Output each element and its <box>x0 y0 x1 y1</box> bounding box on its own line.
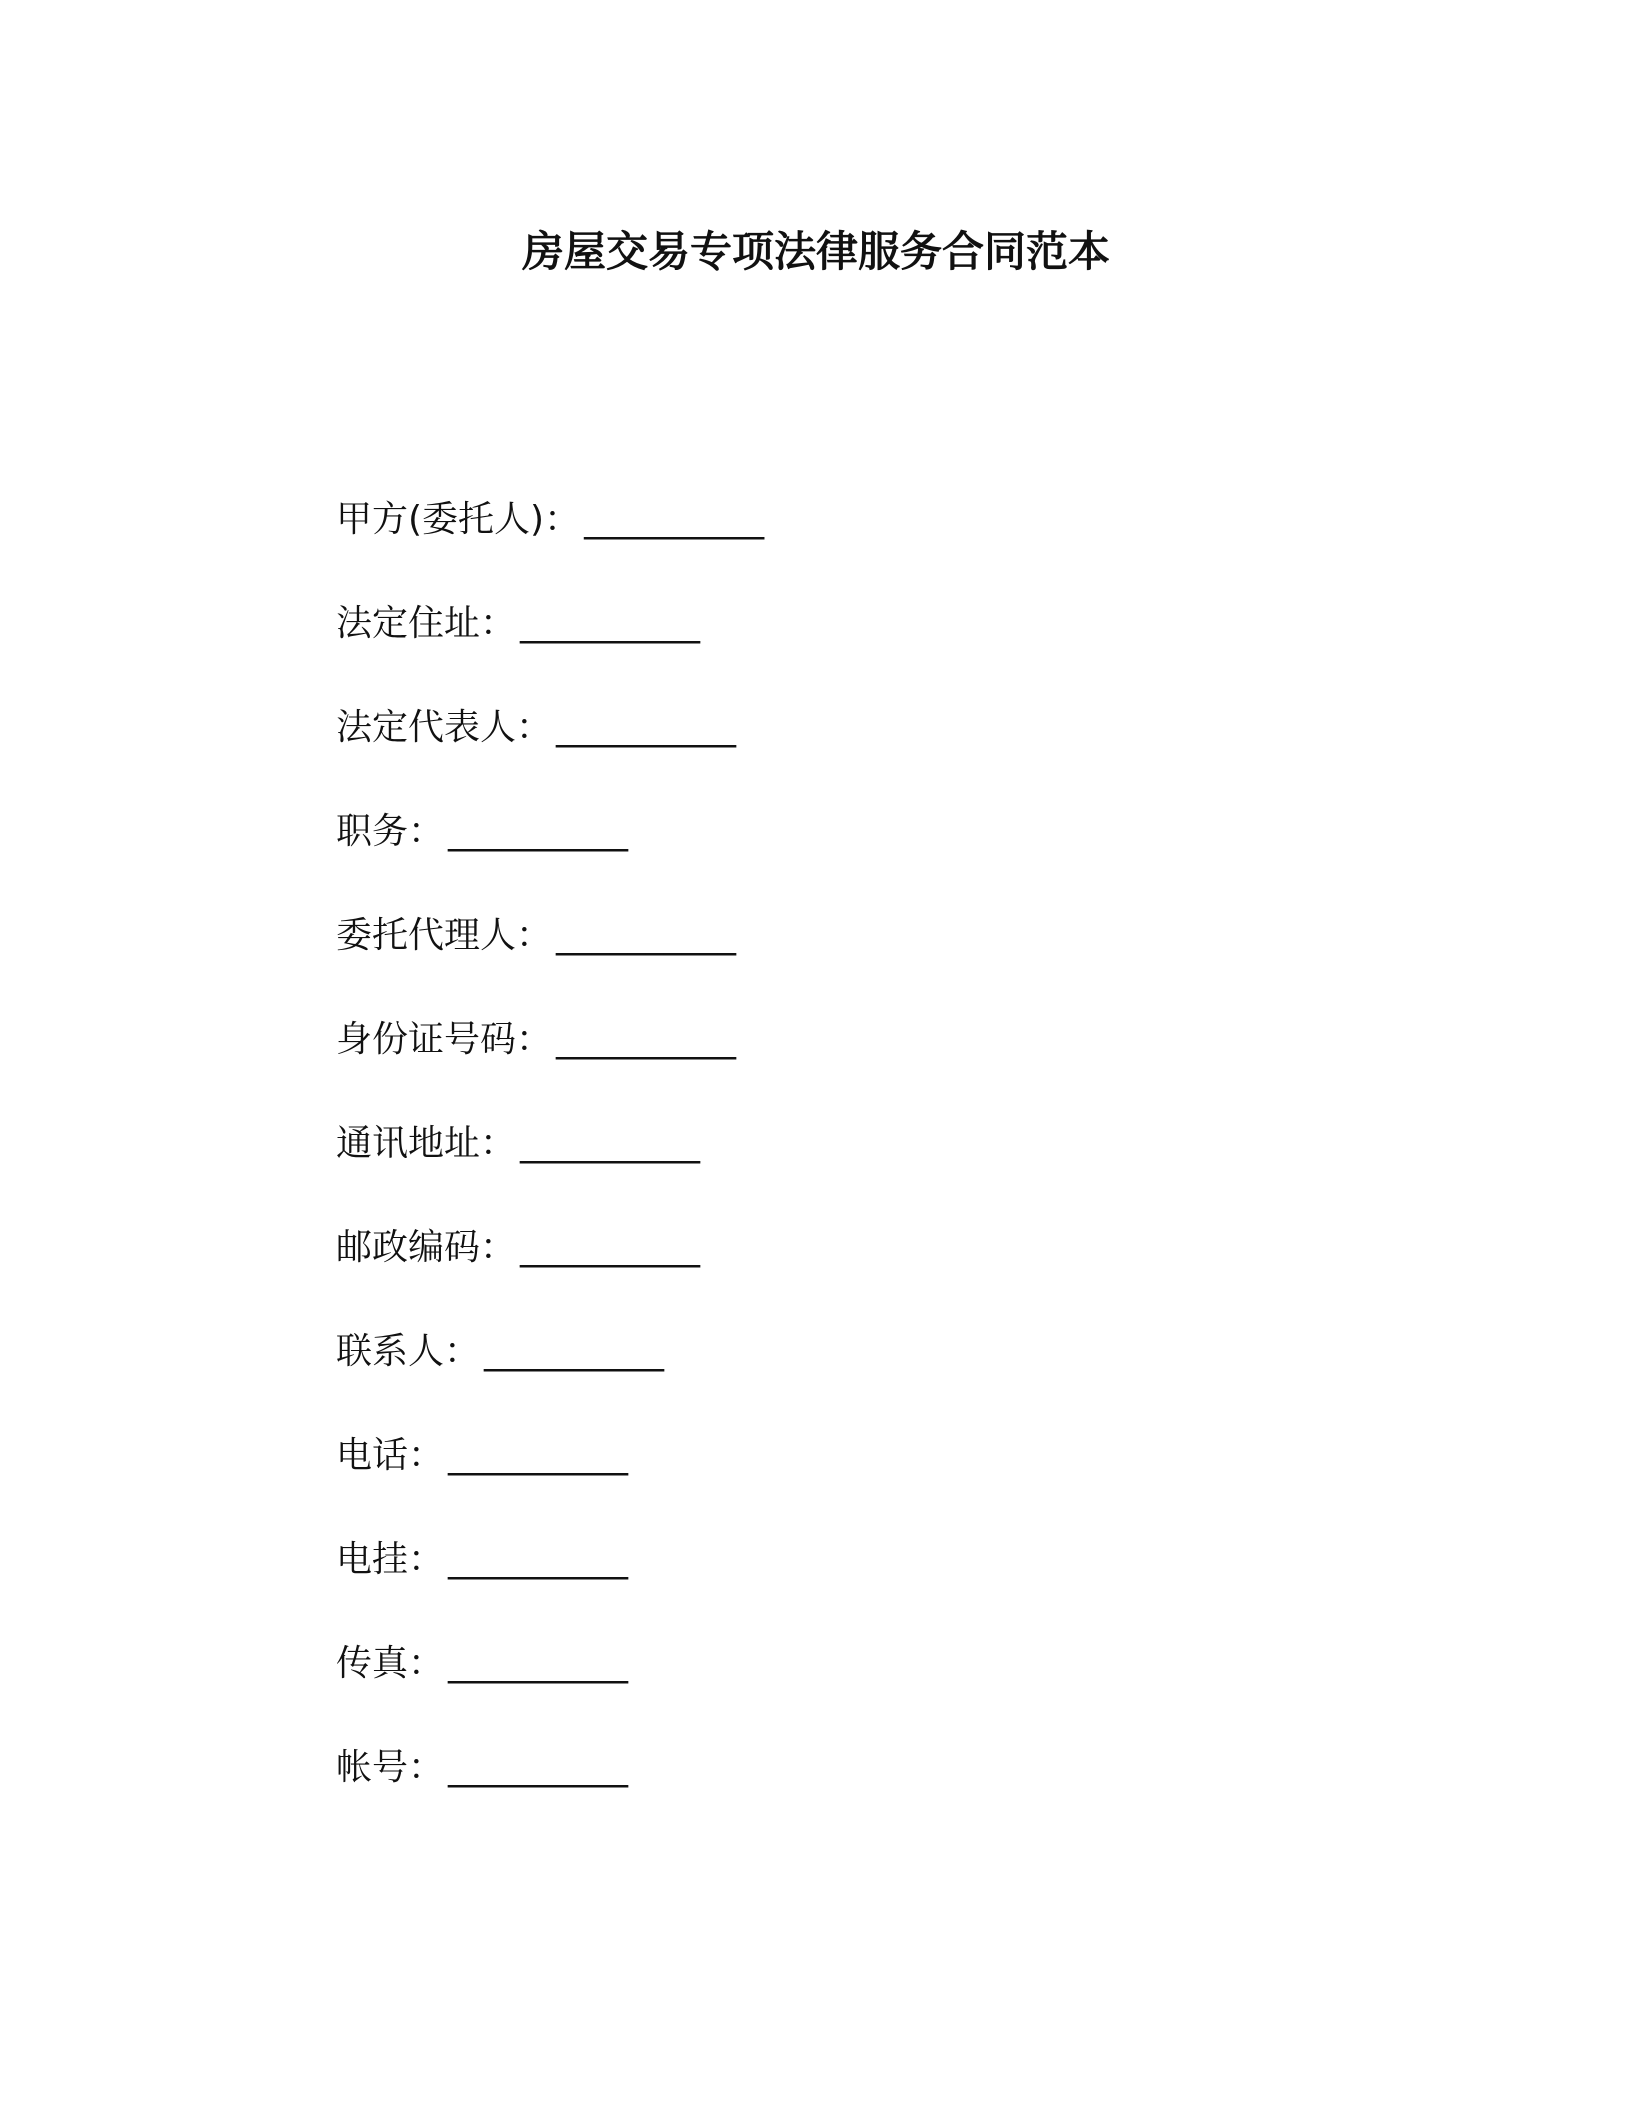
field-party-a <box>336 494 1336 598</box>
field-blank: __________ <box>448 1643 629 1684</box>
field-blank: __________ <box>584 499 765 540</box>
field-agent <box>336 910 1336 1014</box>
document-title: 房屋交易专项法律服务合同范本 <box>521 227 1110 276</box>
field-fax <box>336 1638 1336 1742</box>
field-telegraph <box>336 1534 1336 1638</box>
field-blank: __________ <box>520 1227 701 1268</box>
field-legal-representative <box>336 702 1336 806</box>
field-label: 甲方(委托人)： <box>336 499 581 540</box>
field-blank: __________ <box>484 1331 665 1372</box>
field-position <box>336 806 1336 910</box>
field-label: 职务： <box>336 811 445 852</box>
field-phone <box>336 1430 1336 1534</box>
field-label: 委托代理人： <box>336 915 553 956</box>
field-blank: __________ <box>448 1747 629 1788</box>
field-id-number <box>336 1014 1336 1118</box>
field-label: 法定代表人： <box>336 707 553 748</box>
field-label: 传真： <box>336 1643 445 1684</box>
field-blank: __________ <box>556 915 737 956</box>
field-legal-address <box>336 598 1336 702</box>
field-label: 身份证号码： <box>336 1019 553 1060</box>
field-label: 电话： <box>336 1435 445 1476</box>
field-blank: __________ <box>556 1019 737 1060</box>
field-label: 法定住址： <box>336 603 517 644</box>
field-contact-person <box>336 1326 1336 1430</box>
field-label: 邮政编码： <box>336 1227 517 1268</box>
party-fields <box>336 494 1336 1846</box>
field-label: 通讯地址： <box>336 1123 517 1164</box>
field-postal-code <box>336 1222 1336 1326</box>
field-blank: __________ <box>448 1435 629 1476</box>
field-blank: __________ <box>556 707 737 748</box>
field-blank: __________ <box>448 1539 629 1580</box>
field-blank: __________ <box>520 1123 701 1164</box>
field-blank: __________ <box>448 811 629 852</box>
field-label: 联系人： <box>336 1331 481 1372</box>
field-blank: __________ <box>520 603 701 644</box>
field-label: 电挂： <box>336 1539 445 1580</box>
field-label: 帐号： <box>336 1747 445 1788</box>
field-mailing-address <box>336 1118 1336 1222</box>
field-account-number <box>336 1742 1336 1846</box>
